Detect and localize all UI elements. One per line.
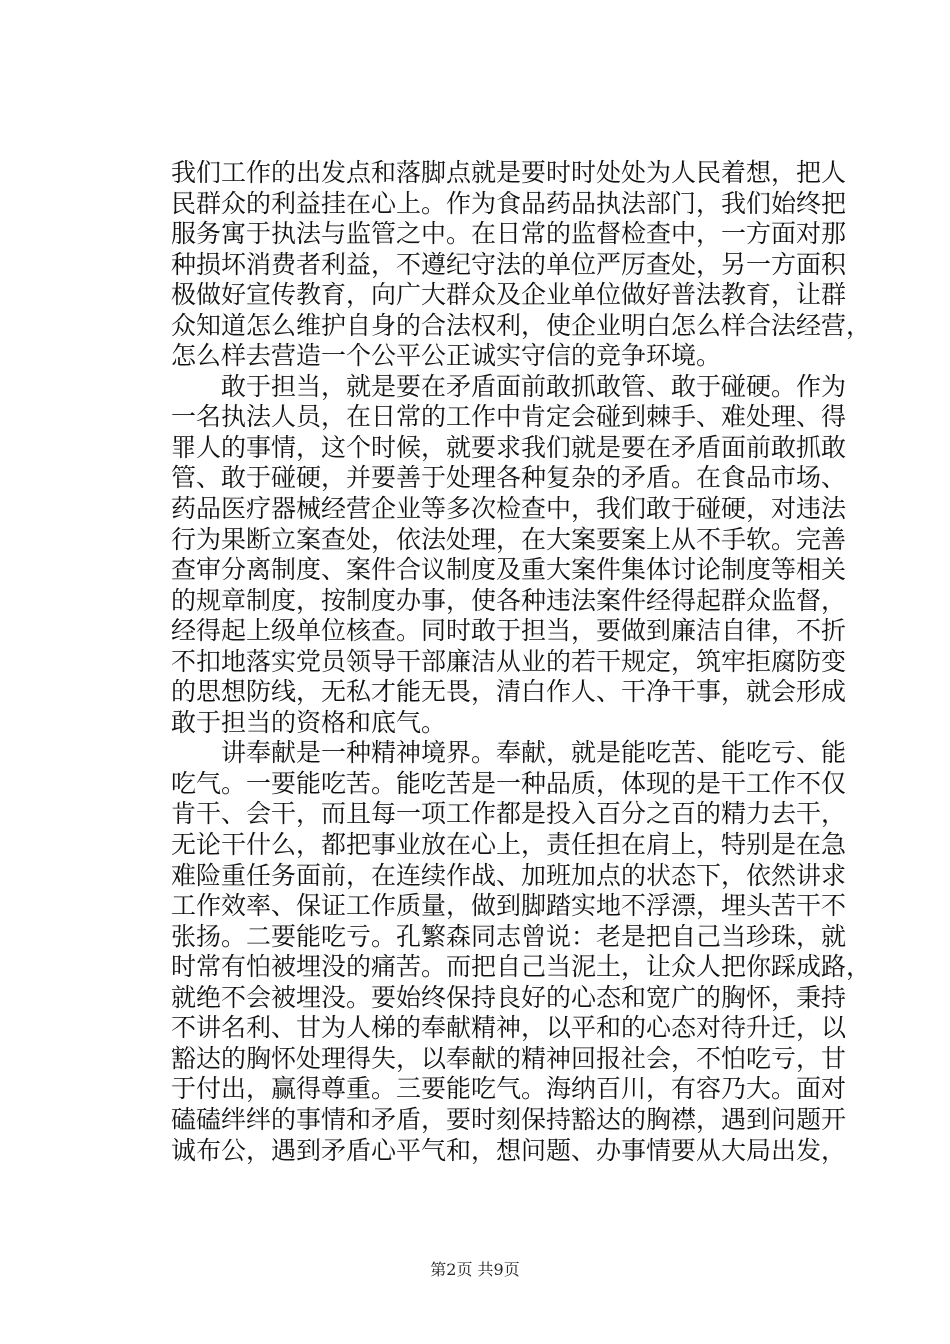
page-number-label: 第2页 共9页 <box>430 1260 520 1279</box>
text-line: 不讲名利、甘为人梯的奉献精神，以平和的心态对待升迁，以 <box>171 1013 847 1043</box>
text-line: 吃气。一要能吃苦。能吃苦是一种品质，体现的是干工作不仅 <box>171 768 847 798</box>
text-line: 经得起上级单位核查。同时敢于担当，要做到廉洁自律，不折 <box>171 616 847 646</box>
text-line: 磕磕绊绊的事情和矛盾，要时刻保持豁达的胸襟，遇到问题开 <box>171 1104 847 1134</box>
text-line: 查审分离制度、案件合议制度及重大案件集体讨论制度等相关 <box>171 555 847 585</box>
text-line: 极做好宣传教育，向广大群众及企业单位做好普法教育，让群 <box>171 280 847 310</box>
text-line: 无论干什么，都把事业放在心上，责任担在肩上，特别是在急 <box>171 830 847 860</box>
text-line: 众知道怎么维护自身的合法权利，使企业明白怎么样合法经营， <box>171 310 872 340</box>
text-line: 罪人的事情，这个时候，就要求我们就是要在矛盾面前敢抓敢 <box>171 432 847 462</box>
text-line: 肯干、会干，而且每一项工作都是投入百分之百的精力去干， <box>171 799 847 829</box>
text-line: 工作效率、保证工作质量，做到脚踏实地不浮漂，埋头苦干不 <box>171 891 847 921</box>
text-line: 难险重任务面前，在连续作战、加班加点的状态下，依然讲求 <box>171 860 847 890</box>
text-line: 于付出，赢得尊重。三要能吃气。海纳百川，有容乃大。面对 <box>171 1074 847 1104</box>
text-line: 服务寓于执法与监管之中。在日常的监督检查中，一方面对那 <box>171 219 847 249</box>
text-line: 的思想防线，无私才能无畏，清白作人、干净干事，就会形成 <box>171 677 847 707</box>
text-line: 不扣地落实党员领导干部廉洁从业的若干规定，筑牢拒腐防变 <box>171 646 847 676</box>
text-line: 管、敢于碰硬，并要善于处理各种复杂的矛盾。在食品市场、 <box>171 463 847 493</box>
text-line: 我们工作的出发点和落脚点就是要时时处处为人民着想，把人 <box>171 158 847 187</box>
text-line: 就绝不会被埋没。要始终保持良好的心态和宽广的胸怀，秉持 <box>171 982 847 1012</box>
paragraph-first-line: 讲奉献是一种精神境界。奉献，就是能吃苦、能吃亏、能 <box>221 738 847 768</box>
text-line: 诚布公，遇到矛盾心平气和，想问题、办事情要从大局出发， <box>171 1135 847 1165</box>
paragraph-first-line: 敢于担当，就是要在矛盾面前敢抓敢管、敢于碰硬。作为 <box>221 371 847 401</box>
text-line: 民群众的利益挂在心上。作为食品药品执法部门，我们始终把 <box>171 188 847 218</box>
text-line: 行为果断立案查处，依法处理，在大案要案上从不手软。完善 <box>171 524 847 554</box>
text-line: 种损坏消费者利益，不遵纪守法的单位严厉查处，另一方面积 <box>171 249 847 279</box>
body-text <box>171 158 872 1166</box>
text-line: 敢于担当的资格和底气。 <box>171 707 447 737</box>
text-line: 药品医疗器械经营企业等多次检查中，我们敢于碰硬，对违法 <box>171 494 847 524</box>
page-footer <box>0 1260 950 1280</box>
text-line: 时常有怕被埋没的痛苦。而把自己当泥土，让众人把你踩成路， <box>171 952 872 982</box>
text-line: 张扬。二要能吃亏。孔繁森同志曾说：老是把自己当珍珠，就 <box>171 921 847 951</box>
text-line: 一名执法人员，在日常的工作中肯定会碰到棘手、难处理、得 <box>171 402 847 432</box>
text-line: 的规章制度，按制度办事，使各种违法案件经得起群众监督， <box>171 585 847 615</box>
text-line: 怎么样去营造一个公平公正诚实守信的竞争环境。 <box>171 341 722 371</box>
text-line: 豁达的胸怀处理得失，以奉献的精神回报社会，不怕吃亏，甘 <box>171 1043 847 1073</box>
